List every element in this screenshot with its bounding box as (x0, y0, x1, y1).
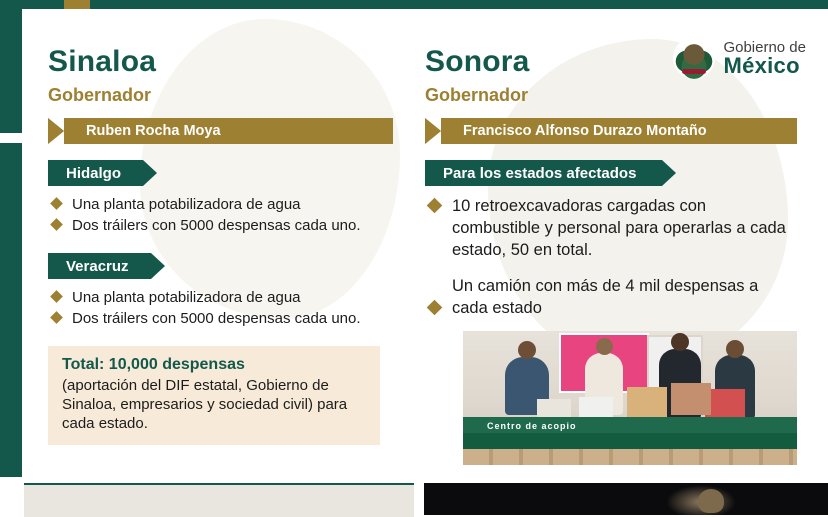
bullet-text: Dos tráilers con 5000 despensas cada uno. (72, 310, 361, 327)
section-banner-hidalgo (48, 160, 143, 186)
total-summary-heading: Total: 10,000 despensas (62, 356, 245, 373)
state-title-sonora: Sonora (425, 45, 530, 78)
governor-banner-sonora (425, 118, 797, 144)
bullet-text: 10 retroexcavadoras cargadas con combustible y personal para operarlas a cada estado, 50 en total. (452, 197, 786, 259)
bullet-text: Una planta potabilizadora de agua (72, 289, 301, 306)
list-item (425, 195, 797, 261)
bullet-text: Un camión con más de 4 mil despensas a cada estado (452, 277, 759, 317)
thumbnail-object (698, 489, 724, 513)
top-decoration-strip (0, 0, 828, 9)
left-accent-bar-top (0, 9, 22, 133)
governor-name-sonora: Francisco Alfonso Durazo Montaño (463, 123, 707, 139)
donation-collection-photo (463, 331, 797, 465)
total-summary-body: (aportación del DIF estatal, Gobierno de Sinaloa, empresarios y sociedad civil) para cada estado. (62, 377, 348, 432)
list-item (425, 275, 797, 319)
photo-donation-boxes (579, 397, 613, 419)
left-accent-bar-bottom (0, 143, 22, 477)
logo-line-2: México (723, 52, 800, 78)
gobierno-de-mexico-logo (673, 37, 806, 79)
section-banner-estados-afectados (425, 160, 662, 186)
logo-line-1: Gobierno de (723, 38, 806, 56)
role-label-sonora: Gobernador (425, 85, 529, 105)
diamond-bullet-icon (50, 218, 63, 231)
total-summary-box (48, 346, 380, 445)
section-banner-veracruz (48, 253, 151, 279)
diamond-bullet-icon (427, 300, 443, 316)
governor-name-sinaloa: Ruben Rocha Moya (86, 123, 221, 139)
next-slide-thumbnail-left[interactable] (24, 483, 414, 517)
role-label-sinaloa: Gobernador (48, 85, 152, 105)
photo-floor-boxes (463, 449, 797, 465)
state-title-sinaloa: Sinaloa (48, 45, 157, 78)
diamond-bullet-icon (427, 198, 443, 214)
section-label-veracruz: Veracruz (66, 257, 129, 275)
photo-table-caption: Centro de acopio (487, 421, 577, 431)
section-label-estados-afectados: Para los estados afectados (443, 164, 637, 182)
bottom-slide-preview-strip (0, 477, 828, 515)
section-label-hidalgo: Hidalgo (66, 164, 121, 182)
bullet-list-sonora (425, 195, 797, 319)
top-strip-segment-green-left (0, 0, 64, 9)
diamond-bullet-icon (50, 197, 63, 210)
slide-canvas (0, 9, 828, 477)
diamond-bullet-icon (50, 311, 63, 324)
top-strip-segment-gold (64, 0, 90, 9)
bullet-text: Dos tráilers con 5000 despensas cada uno. (72, 217, 361, 234)
photo-person (715, 355, 755, 419)
diamond-bullet-icon (50, 290, 63, 303)
logo-text (723, 40, 806, 77)
governor-banner-sinaloa (48, 118, 393, 144)
column-sinaloa (48, 9, 393, 445)
list-item (48, 195, 393, 214)
photo-donation-boxes (627, 387, 667, 419)
list-item (48, 216, 393, 235)
eagle-emblem-icon (673, 37, 715, 79)
list-item (48, 309, 393, 328)
next-slide-thumbnail-right[interactable] (424, 483, 828, 515)
bullet-text: Una planta potabilizadora de agua (72, 196, 301, 213)
bullet-list-veracruz (48, 288, 393, 328)
bullet-list-hidalgo (48, 195, 393, 235)
top-strip-segment-green-right (90, 0, 828, 9)
photo-person (505, 357, 549, 415)
list-item (48, 288, 393, 307)
